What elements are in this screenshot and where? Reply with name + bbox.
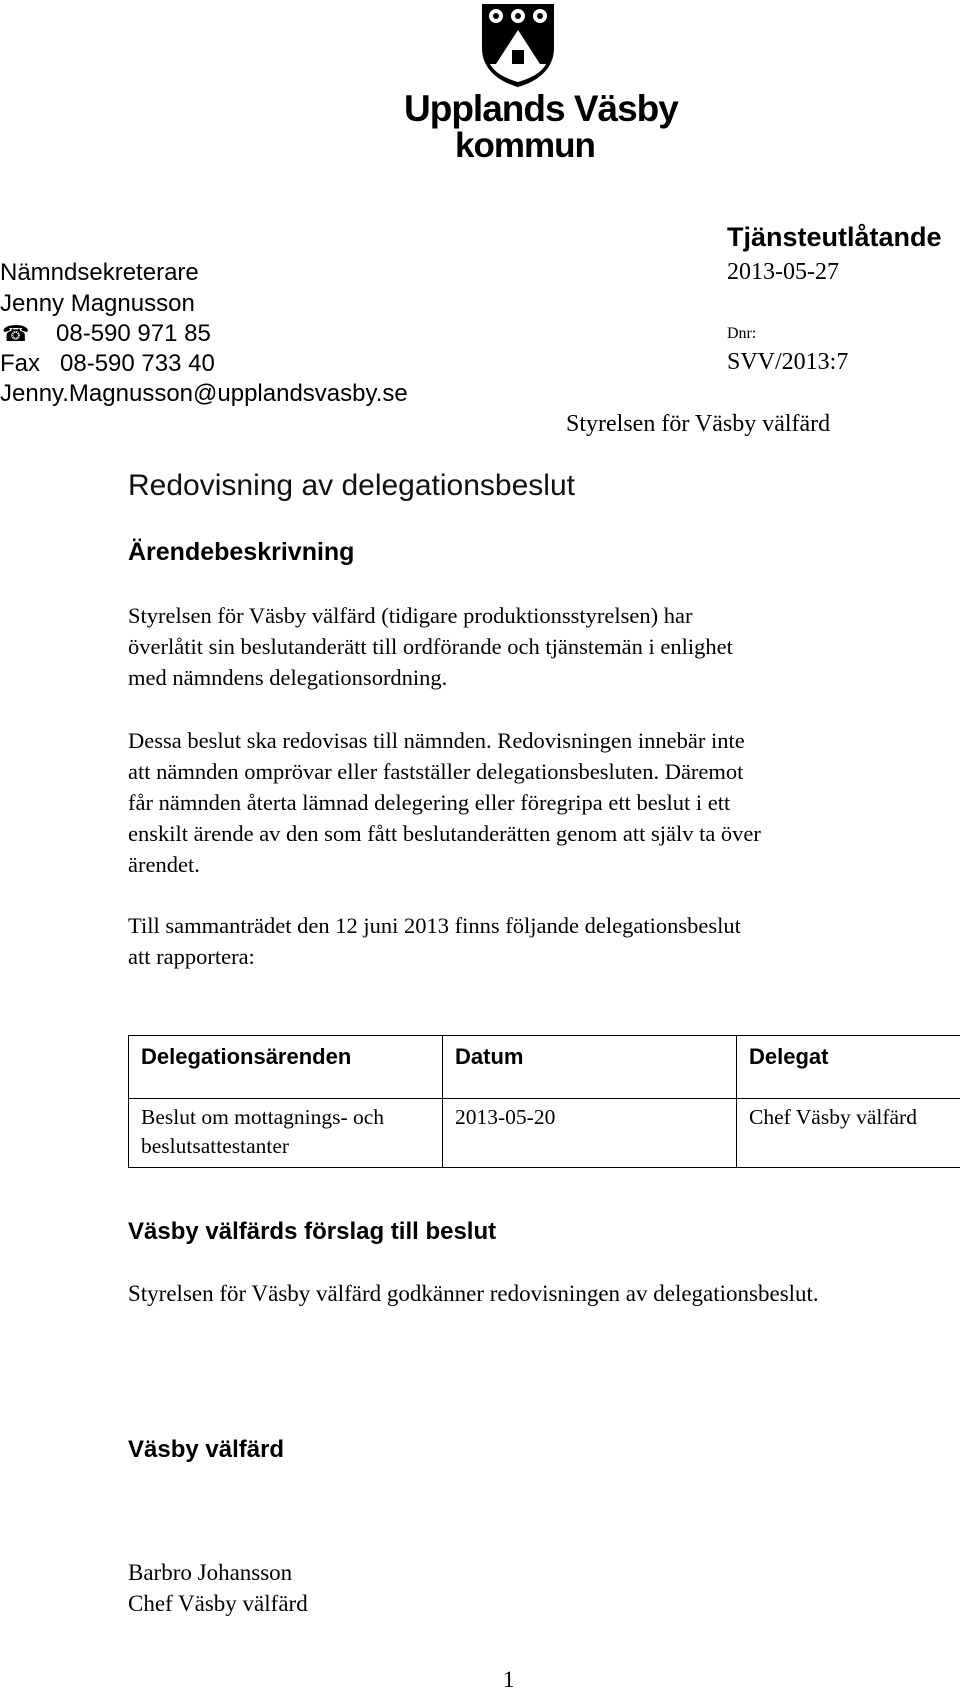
column-header: Datum (443, 1036, 737, 1099)
sender-title: Nämndsekreterare (0, 257, 199, 288)
municipality-coat-of-arms (478, 2, 558, 88)
text-line: Styrelsen för Väsby välfärd (tidigare produktionsstyrelsen) har (128, 600, 938, 631)
text-line: med nämndens delegationsordning. (128, 662, 938, 693)
sender-name: Jenny Magnusson (0, 288, 195, 319)
signatory-title: Chef Väsby välfärd (128, 1591, 308, 1617)
text-line: ärendet. (128, 849, 938, 880)
cell-line: beslutsattestanter (141, 1132, 430, 1161)
paragraph-meeting (128, 910, 938, 972)
text-line: överlåtit sin beslutanderätt till ordförande och tjänstemän i enlighet (128, 631, 938, 662)
sender-fax: Fax 08-590 733 40 (0, 348, 215, 379)
page-title: Redovisning av delegationsbeslut (128, 469, 575, 503)
section-heading: Ärendebeskrivning (128, 538, 354, 567)
table-cell-delegat: Chef Väsby välfärd (737, 1099, 960, 1168)
column-header: Delegationsärenden (129, 1036, 443, 1099)
text-line: att rapportera: (128, 941, 938, 972)
table-cell-arende (129, 1099, 443, 1168)
telephone-icon: ☎ (2, 318, 28, 349)
signatory-name: Barbro Johansson (128, 1560, 292, 1586)
delegation-table (128, 1035, 960, 1168)
text-line: att nämnden omprövar eller fastställer delegationsbesluten. Däremot (128, 756, 938, 787)
table-cell-datum: 2013-05-20 (443, 1099, 737, 1168)
document-type: Tjänsteutlåtande (727, 222, 942, 253)
table-row (129, 1099, 960, 1168)
table-header-row (129, 1036, 960, 1099)
text-line: Dessa beslut ska redovisas till nämnden. Redovisningen innebär inte (128, 725, 938, 756)
text-line: får nämnden återta lämnad delegering eller föregripa ett beslut i ett (128, 787, 938, 818)
dnr-label: Dnr: (727, 325, 756, 343)
logo-name: Upplands Väsby (404, 88, 678, 130)
proposal-heading: Väsby välfärds förslag till beslut (128, 1218, 496, 1246)
logo-kommun: kommun (455, 126, 595, 166)
text-line: Till sammanträdet den 12 juni 2013 finns följande delegationsbeslut (128, 910, 938, 941)
document-date: 2013-05-27 (727, 257, 839, 288)
paragraph-reporting (128, 725, 938, 880)
proposal-text: Styrelsen för Väsby välfärd godkänner redovisningen av delegationsbeslut. (128, 1281, 819, 1307)
dnr-value: SVV/2013:7 (727, 347, 848, 378)
text-line: enskilt ärende av den som fått beslutanderätten genom att själv ta över (128, 818, 938, 849)
column-header: Delegat (737, 1036, 960, 1099)
sender-phone: 08-590 971 85 (56, 320, 211, 347)
department-heading: Väsby välfärd (128, 1436, 284, 1464)
sender-phone-row (0, 318, 211, 349)
sender-email[interactable]: Jenny.Magnusson@upplandsvasby.se (0, 378, 408, 409)
cell-line: Beslut om mottagnings- och (141, 1103, 430, 1132)
paragraph-description (128, 600, 938, 693)
page-number: 1 (503, 1667, 515, 1693)
recipient: Styrelsen för Väsby välfärd (566, 409, 830, 440)
